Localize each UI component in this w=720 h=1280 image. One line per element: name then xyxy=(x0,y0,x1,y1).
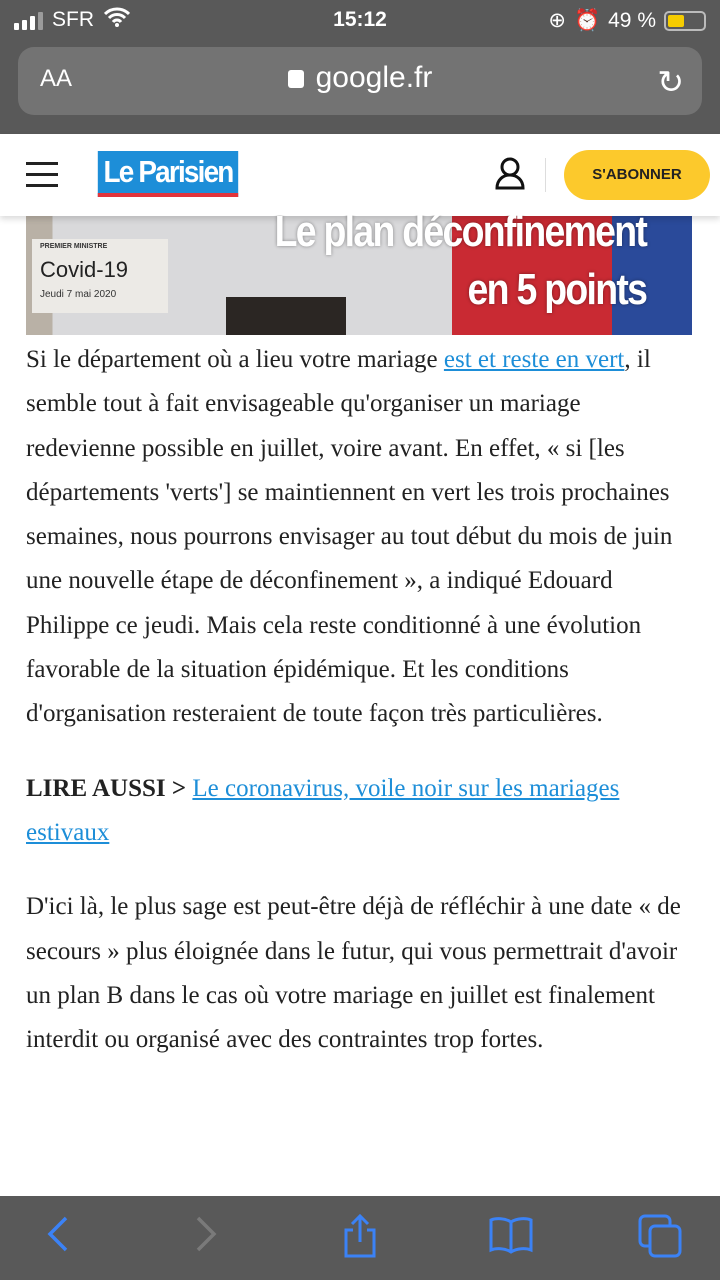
tabs-icon[interactable] xyxy=(638,1214,684,1267)
account-icon[interactable] xyxy=(494,156,526,195)
press-board: PREMIER MINISTRE Covid-19 Jeudi 7 mai 2020 xyxy=(32,239,168,313)
orientation-lock-icon: ⊕ xyxy=(548,9,566,32)
lock-icon xyxy=(288,70,304,88)
status-bar xyxy=(0,6,720,36)
read-also-link[interactable]: Le coronavirus, voile noir sur les mariages estivaux xyxy=(26,774,620,846)
read-also: LIRE AUSSI > Le coronavirus, voile noir sur les mariages estivaux xyxy=(26,774,620,846)
url-host: google.fr xyxy=(315,61,433,94)
address-bar[interactable] xyxy=(18,47,702,115)
menu-icon[interactable] xyxy=(26,162,58,195)
hero-title: Le plan déconfinement xyxy=(274,215,646,256)
divider xyxy=(545,158,546,192)
bookmarks-icon[interactable] xyxy=(488,1214,534,1263)
paragraph: Si le département où a lieu votre mariage est et reste en vert, il semble tout à fait envisageable qu'organiser un mariage redevienne possible en juillet, voire avant. En effet, « si [les départements 'verts'] se maintiennent en vert les trois prochaines semaines, nous pourrons envisager au tout début du mois de juin une nouvelle étape de déconfinement », a indiqué Edouard Philippe ce jeudi. Mais cela reste conditionné à une évolution favorable de la situation épidémique. Et les conditions d'organisation resteraient de toute façon très particulières. xyxy=(26,346,673,728)
door xyxy=(226,297,346,335)
alarm-icon: ⏰ xyxy=(573,8,601,32)
hero-subtitle: en 5 points xyxy=(467,265,646,314)
browser-toolbar xyxy=(0,1196,720,1280)
clock: 15:12 xyxy=(333,8,387,31)
battery-icon xyxy=(664,11,706,31)
site-header xyxy=(0,134,720,216)
battery-percent: 49 % xyxy=(608,8,656,32)
hero-image[interactable] xyxy=(26,215,692,335)
share-icon[interactable] xyxy=(340,1214,380,1267)
text-size-button[interactable]: AA xyxy=(40,65,73,92)
browser-chrome xyxy=(0,0,720,134)
forward-icon[interactable] xyxy=(192,1214,220,1263)
carrier: SFR xyxy=(52,8,94,31)
reload-icon[interactable]: ↻ xyxy=(657,64,684,100)
inline-link[interactable]: est et reste en vert xyxy=(443,346,625,373)
article-body xyxy=(26,338,692,1092)
back-icon[interactable] xyxy=(44,1214,72,1263)
subscribe-button[interactable]: S'ABONNER xyxy=(564,150,710,200)
logo[interactable]: Le Parisien xyxy=(98,151,238,197)
paragraph: D'ici là, le plus sage est peut-être déjà de réfléchir à une date « de secours » plus éloignée dans le futur, qui vous permettrait d'avoir un plan B dans le cas où votre mariage en juillet est finalement interdit ou organisé avec des contraintes trop fortes. xyxy=(26,893,681,1054)
